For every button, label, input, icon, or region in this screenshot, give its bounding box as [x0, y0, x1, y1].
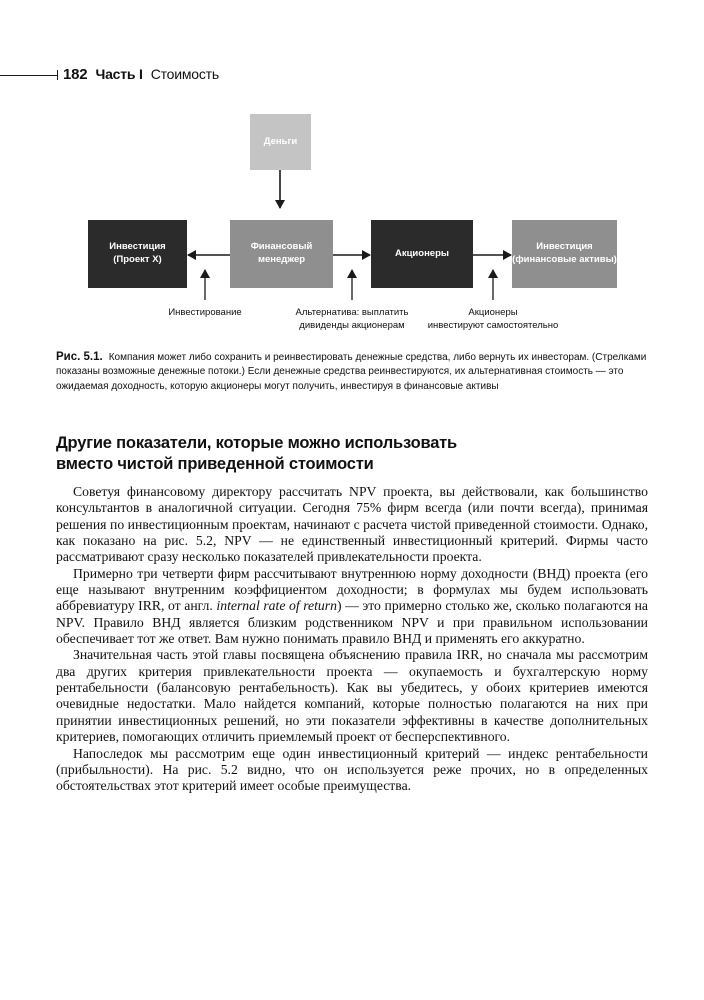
label-shareholders-invest-line1: Акционеры — [468, 307, 518, 318]
label-alternative-line2: дивиденды акционерам — [299, 319, 405, 331]
paragraph-4: Напоследок мы рассмотрим еще один инвестиционный критерий — индекс рентабельности (прибыльности). На рис. 5.2 видно, что он используется реже прочих, но в определенных обстоятельствах этот критерий имеет особые преимущества. — [56, 745, 648, 794]
money-box — [250, 114, 311, 170]
running-head-tick — [57, 70, 58, 80]
investment-project-line2: (Проект Х) — [113, 254, 162, 265]
running-head-rule — [0, 75, 58, 76]
figure-caption-text: Компания может либо сохранить и реинвестировать денежные средства, либо вернуть их инвесторам. (Стрелками показаны возможные денежные потоки.) Если денежные средства реинвестируются, их альтернативная стоимость — это ожидаемая доходность, которую акционеры могут получить, инвестируя в финансовые активы — [56, 352, 647, 392]
page-number: 182 — [63, 66, 88, 83]
paragraph-3: Значительная часть этой главы посвящена объяснению правила IRR, но сначала мы рассмотрим два других критерия привлекательности проекта — окупаемость и бухгалтерскую норму рентабельности (балансовую рентабельность). Как вы убедитесь, у обоих критериев имеются очевидные недостатки. Мало найдется компаний, которые полностью полагаются на них при принятии инвестиционных решений, но эти показатели эффективны в качестве дополнительных критериев, помогающих отличить приемлемый проект от бесперспективного. — [56, 647, 648, 745]
money-box-label: Деньги — [263, 135, 298, 147]
label-shareholders-invest-line2: инвестируют самостоятельно — [427, 319, 559, 331]
paragraph-2-part1: Примерно три четверти фирм рассчитывают внутреннюю норму доходности (ВНД) проекта (его еще называют внутренним коэффициентом доходности; в формулах мы будем использовать аббревиатуру IRR, от англ. — [56, 565, 648, 614]
label-investing-text: Инвестирование — [168, 307, 242, 318]
section-heading-line1: Другие показатели, которые можно использовать — [56, 434, 457, 452]
financial-manager-line2: менеджер — [257, 254, 306, 265]
part-title: Стоимость — [150, 66, 219, 82]
running-head — [0, 62, 400, 86]
financial-assets-box — [512, 220, 617, 288]
investment-project-line1: Инвестиция — [109, 241, 166, 253]
paragraph-1: Советуя финансовому директору рассчитать NPV проекта, вы действовали, как большинство консультантов в аналогичной ситуации. Сегодня 75% фирм всегда (или почти всегда), принимая решения по инвестиционным проектам, начинают с расчета чистой приведенной стоимости. Однако, как показано на рис. 5.2, NPV — не единственный инвестиционный критерий. Фирмы часто рассматривают сразу несколько показателей привлекательности проекта. — [56, 484, 648, 565]
figure-caption-label: Рис. 5.1. — [56, 351, 103, 363]
investment-project-box — [88, 220, 187, 288]
paragraph-2 — [56, 566, 648, 648]
running-head-text — [63, 66, 219, 83]
financial-manager-box — [230, 220, 333, 288]
shareholders-box-label: Акционеры — [394, 247, 450, 259]
shareholders-box — [371, 220, 473, 288]
figure-5-1 — [0, 110, 704, 340]
figure-caption — [56, 349, 652, 394]
financial-assets-line1: Инвестиция — [536, 241, 593, 253]
financial-assets-line2: (финансовые активы) — [512, 254, 617, 265]
paragraph-2-part2: ) — это примерно столько же, сколько полагаются на NPV. Правило ВНД является близким родственником NPV и при правильном использовании обеспечивает тот же ответ. Вам нужно понимать правило ВНД и применять его аккуратно. — [56, 598, 648, 647]
label-alternative — [282, 307, 422, 333]
label-alternative-line1: Альтернатива: выплатить — [295, 307, 409, 318]
financial-manager-line1: Финансовый — [250, 241, 313, 253]
part-label: Часть I — [95, 66, 143, 82]
body-text — [56, 484, 648, 795]
section-heading — [56, 433, 656, 475]
section-heading-line2: вместо чистой приведенной стоимости — [56, 455, 374, 474]
paragraph-2-italic: internal rate of return — [216, 598, 337, 614]
label-shareholders-invest — [423, 307, 563, 333]
label-investing — [150, 307, 260, 320]
